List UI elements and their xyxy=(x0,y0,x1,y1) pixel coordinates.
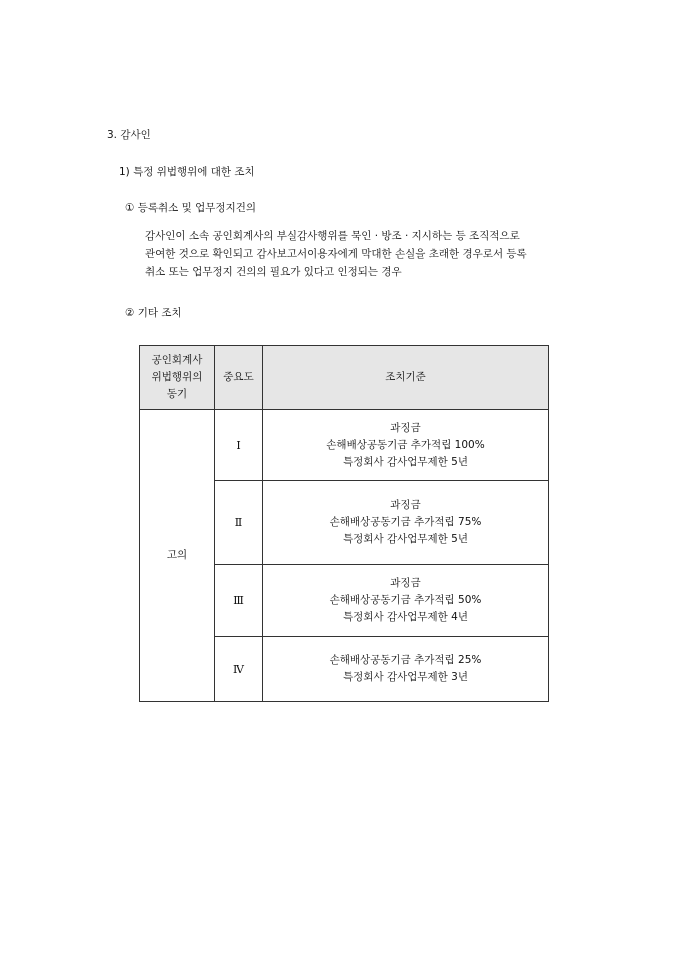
motive-cell: 고의 xyxy=(140,410,215,702)
grade-cell: Ⅰ xyxy=(215,410,263,481)
measures-cell: 과징금 손해배상공동기금 추가적립 75% 특정회사 감사업무제한 5년 xyxy=(263,481,549,565)
paragraph-line: 감사인이 소속 공인회계사의 부실감사행위를 묵인 · 방조 · 지시하는 등 조직적으로 xyxy=(145,230,520,242)
header-severity: 중요도 xyxy=(215,346,263,410)
item2-title: ② 기타 조치 xyxy=(125,307,182,319)
table-header-row xyxy=(140,346,549,410)
measures-table xyxy=(139,345,549,702)
item1-title: ① 등록취소 및 업무정지건의 xyxy=(125,202,256,214)
paragraph-line: 관여한 것으로 확인되고 감사보고서이용자에게 막대한 손실을 초래한 경우로서 등록 xyxy=(145,248,527,260)
sub-title: 1) 특정 위법행위에 대한 조치 xyxy=(119,166,255,178)
measures-cell: 과징금 손해배상공동기금 추가적립 50% 특정회사 감사업무제한 4년 xyxy=(263,565,549,637)
header-motive: 공인회계사 위법행위의 동기 xyxy=(140,346,215,410)
grade-cell: Ⅱ xyxy=(215,481,263,565)
item1-paragraph xyxy=(145,227,579,281)
header-criteria: 조치기준 xyxy=(263,346,549,410)
measures-cell: 과징금 손해배상공동기금 추가적립 100% 특정회사 감사업무제한 5년 xyxy=(263,410,549,481)
table-row xyxy=(140,410,549,481)
section-title: 3. 감사인 xyxy=(107,129,151,141)
grade-cell: Ⅲ xyxy=(215,565,263,637)
measures-cell: 손해배상공동기금 추가적립 25% 특정회사 감사업무제한 3년 xyxy=(263,637,549,702)
paragraph-line: 취소 또는 업무정지 건의의 필요가 있다고 인정되는 경우 xyxy=(145,266,402,278)
grade-cell: Ⅳ xyxy=(215,637,263,702)
